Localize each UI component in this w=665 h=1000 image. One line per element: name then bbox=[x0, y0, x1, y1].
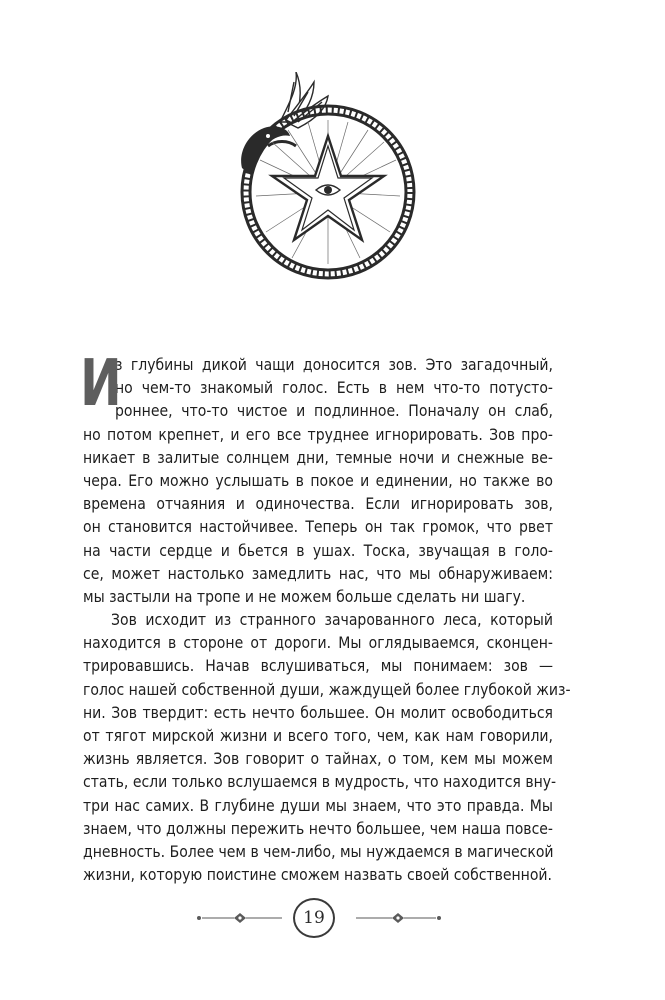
text-line: он становится настойчивее. Теперь он так громок, что рвет bbox=[83, 518, 553, 537]
text-line: от тягот мирской жизни и всего того, чем, как нам говорили, bbox=[83, 727, 553, 745]
right-flourish-icon bbox=[352, 906, 442, 930]
text-line: роннее, что-то чистое и подлинное. Поначалу он слаб, bbox=[115, 402, 553, 421]
paragraph-2 bbox=[83, 609, 571, 887]
text-line: но чем-то знакомый голос. Есть в нем что-то потусто- bbox=[115, 379, 553, 398]
text-line: чера. Его можно услышать в покое и единении, но также во bbox=[83, 471, 553, 490]
left-flourish-icon bbox=[196, 906, 286, 930]
text-line: но потом крепнет, и его все труднее игнорировать. Зов про- bbox=[83, 425, 553, 444]
text-line: мы застыли на тропе и не можем больше сделать ни шагу. bbox=[83, 587, 526, 606]
text-line: Зов исходит из странного зачарованного леса, который bbox=[111, 611, 553, 630]
text-line: трировавшись. Начав вслушиваться, мы понимаем: зов — bbox=[83, 657, 553, 676]
text-line: никает в залитые солнцем дни, темные ночи и снежные ве- bbox=[83, 448, 553, 467]
text-line: три нас самих. В глубине души мы знаем, что это правда. Мы bbox=[83, 796, 553, 815]
text-line: стать, если только вслушаемся в мудрость, что находится вну- bbox=[83, 773, 557, 792]
text-line: времена отчаяния и одиночества. Если игнорировать зов, bbox=[83, 495, 553, 514]
page-footer bbox=[0, 898, 665, 942]
text-line: знаем, что должны пережить нечто большее, чем наша повсе- bbox=[83, 819, 553, 838]
text-line: ни. Зов твердит: есть нечто большее. Он молит освободиться bbox=[83, 703, 553, 722]
text-line: дневность. Более чем в чем-либо, мы нуждаемся в магической bbox=[83, 842, 554, 861]
text-line: се, может настолько замедлить нас, что мы обнаруживаем: bbox=[83, 564, 553, 583]
text-line: жизнь является. Зов говорит о тайнах, о том, кем мы можем bbox=[83, 750, 553, 769]
text-line: на части сердце и бьется в ушах. Тоска, звучащая в голо- bbox=[83, 541, 553, 560]
text-line: з глубины дикой чащи доносится зов. Это загадочный, bbox=[115, 356, 553, 374]
text-line: находится в стороне от дороги. Мы оглядываемся, сконцен- bbox=[83, 634, 553, 653]
text-line: жизни, которую поистине сможем назвать своей собственной. bbox=[83, 866, 553, 885]
ouroboros-pentagram-emblem-icon bbox=[228, 72, 428, 280]
text-line: голос нашей собственной души, жаждущей более глубокой жиз- bbox=[83, 680, 571, 699]
page-number: 19 bbox=[303, 908, 325, 928]
body-text bbox=[80, 347, 571, 887]
paragraph-1 bbox=[83, 354, 553, 609]
drop-cap-letter: И bbox=[80, 347, 122, 421]
